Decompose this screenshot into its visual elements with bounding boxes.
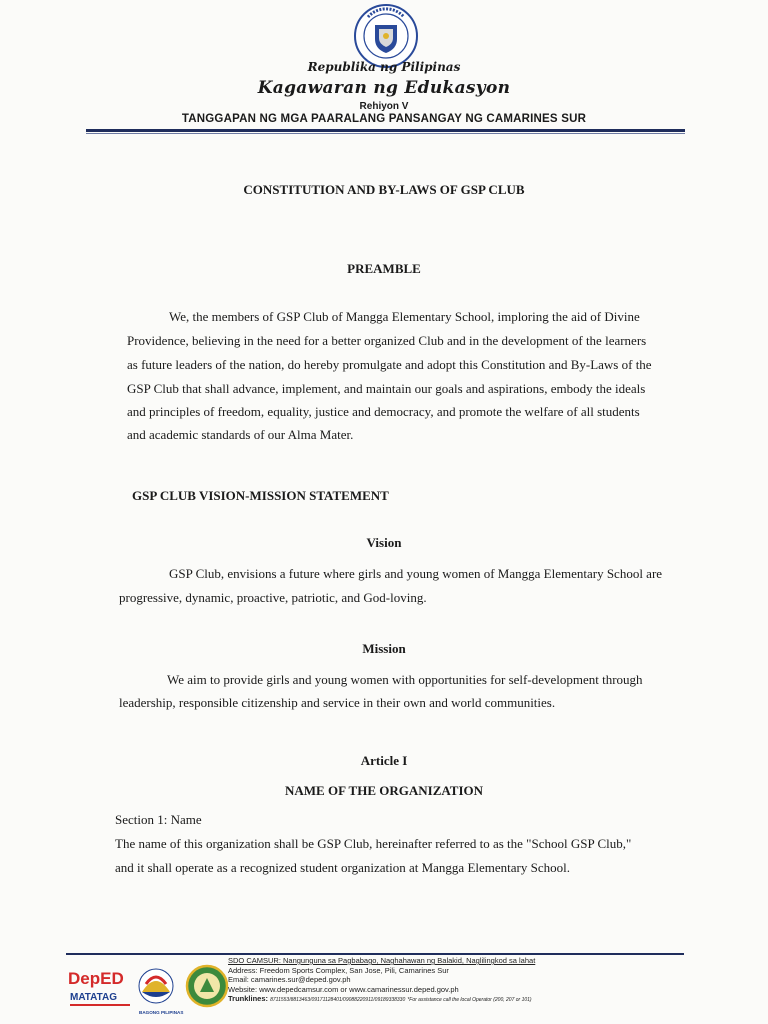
sdo-camsur-seal-icon — [187, 966, 227, 1006]
trunklines-numbers: 8711553/8813463/09171128401/09088220911/09189338330 — [270, 997, 406, 1004]
footer-trunklines — [228, 994, 768, 1006]
footer-website[interactable]: Website: www.depedcamsur.com or www.camarinessur.deped.gov.ph — [228, 984, 459, 994]
bagong-pilipinas-text: BAGONG PILIPINAS — [139, 1010, 184, 1015]
republic-line: Republika ng Pilipinas — [307, 60, 461, 74]
vision-line: GSP Club, envisions a future where girls and young women of Mangga Elementary School are — [169, 566, 663, 581]
trunklines-label: Trunklines: — [228, 994, 269, 1004]
section-line: The name of this organization shall be GSP Club, hereinafter referred to as the "School GSP Club," — [115, 836, 632, 851]
footer-rule — [66, 953, 684, 955]
vision-heading: Vision — [366, 535, 402, 550]
department-name: Kagawaran ng Edukasyon — [257, 78, 511, 98]
bagong-pilipinas-logo — [139, 969, 183, 1015]
footer-address: Address: Freedom Sports Complex, San Jose, Pili, Camarines Sur — [228, 965, 449, 975]
preamble-line: and academic standards of our Alma Mater. — [127, 427, 354, 442]
header-rule — [86, 129, 685, 132]
matatag-text: MATATAG — [70, 992, 118, 1003]
vision-mission-heading: GSP CLUB VISION-MISSION STATEMENT — [132, 488, 389, 503]
section-line: and it shall operate as a recognized student organization at Mangga Elementary School. — [115, 860, 570, 875]
office-line: TANGGAPAN NG MGA PAARALANG PANSANGAY NG CAMARINES SUR — [181, 113, 587, 125]
footer-contact-block — [228, 956, 768, 1006]
preamble-line: as future leaders of the nation, do hereby promulgate and adopt this Constitution and By-Laws of the — [127, 357, 652, 372]
trunklines-note: *For assistance call the local Operator (200, 207 or 101) — [407, 997, 532, 1004]
article-heading: Article I — [360, 753, 408, 768]
header-rule-thin — [86, 133, 685, 134]
footer-motto: SDO CAMSUR: Nangunguna sa Pagbabago, Naghahawan ng Balakid, Naglilingkod sa lahat — [228, 956, 536, 965]
preamble-heading: PREAMBLE — [347, 261, 421, 276]
preamble-line: Providence, believing in the need for a better organized Club and in the development of the learners — [127, 333, 647, 348]
footer-email[interactable]: Email: camarines.sur@deped.gov.ph — [228, 975, 351, 985]
preamble-line: and principles of freedom, equality, justice and democracy, and promote the welfare of all students — [127, 404, 640, 419]
deped-matatag-logo — [68, 969, 130, 1006]
preamble-line: GSP Club that shall advance, implement, and maintain our goals and aspirations, embody the ideals — [127, 381, 646, 396]
vision-line: progressive, dynamic, proactive, patriotic, and God-loving. — [119, 590, 427, 605]
region-line: Rehiyon V — [359, 101, 409, 112]
mission-line: We aim to provide girls and young women with opportunities for self-development through — [167, 672, 643, 687]
preamble-line: We, the members of GSP Club of Mangga Elementary School, imploring the aid of Divine — [169, 309, 640, 324]
mission-line: leadership, responsible citizenship and service in their own and world communities. — [119, 695, 556, 710]
document-title: CONSTITUTION AND BY-LAWS OF GSP CLUB — [243, 182, 525, 197]
mission-heading: Mission — [362, 641, 406, 656]
section-label: Section 1: Name — [115, 812, 202, 827]
deped-logo-text: DepED — [68, 969, 124, 988]
footer-logos — [66, 962, 236, 1020]
article-title: NAME OF THE ORGANIZATION — [284, 783, 484, 798]
